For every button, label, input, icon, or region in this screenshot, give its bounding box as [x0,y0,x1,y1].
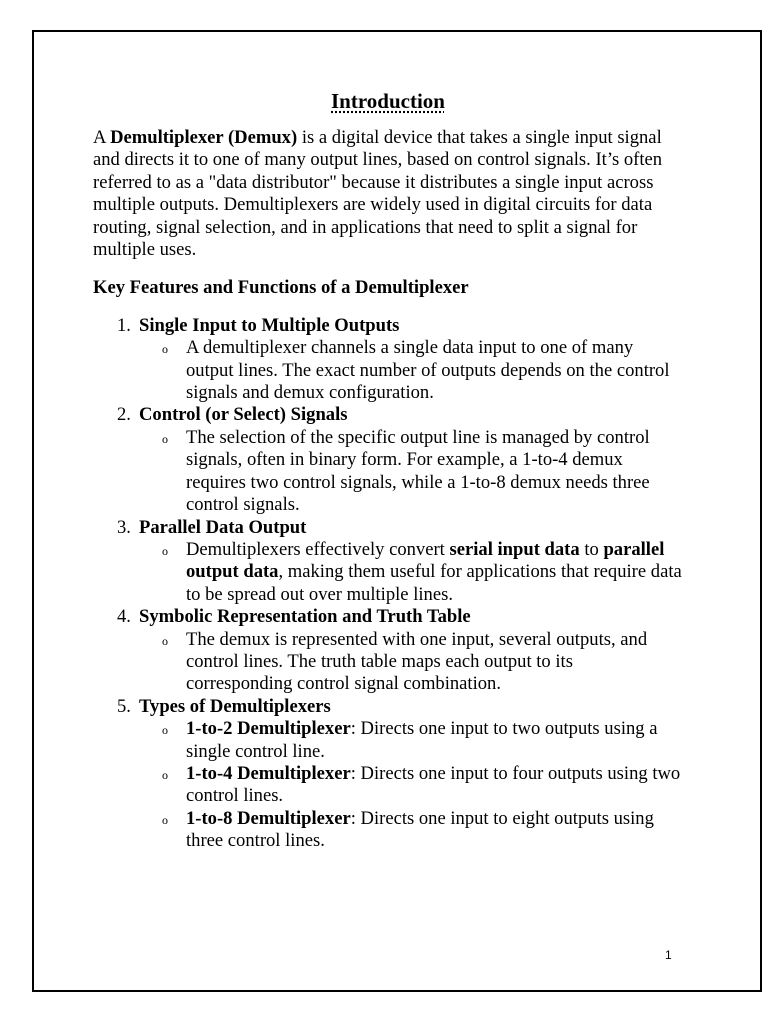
sub-item-bold-term: 1-to-8 Demultiplexer [186,807,351,829]
feature-sublist [139,539,683,606]
intro-text: is a digital device that takes a single input signal and directs it to one of many output lines, based on control signals. It’s often referred to as a "data distributor" because it distributes a single input across multiple outputs. Demultiplexers are widely used in digital circuits for data routing, signal selection, and in applications that need to split a signal for multiple uses. [93,127,663,261]
sub-item [139,539,683,606]
sub-item-text: The demux is represented with one input, several outputs, and control lines. The truth table maps each output to its corresponding control signal combination. [186,628,648,695]
sub-item-text-part: Demultiplexers effectively convert [186,538,450,560]
sub-item [139,427,683,517]
bullet-icon: o [162,633,168,648]
sub-item-bold-term: 1-to-4 Demultiplexer [186,762,351,784]
sub-item-bold-term: parallel output data [186,538,665,583]
feature-number: 2. [117,404,131,426]
sub-item [139,763,683,808]
page-title: Introduction [331,89,445,113]
feature-title: Parallel Data Output [139,516,307,538]
feature-number: 3. [117,516,131,538]
section-heading: Key Features and Functions of a Demultiplexer [93,277,469,299]
sub-item [139,718,683,763]
intro-term: Demultiplexer (Demux) [110,127,298,148]
feature-sublist [139,718,683,852]
sub-item-text-part: , making them useful for applications that require data to be spread out over multiple lines. [186,561,682,605]
feature-item-3 [93,517,683,607]
sub-item [139,629,683,696]
feature-sublist [139,427,683,517]
feature-number: 1. [117,314,131,336]
bullet-icon: o [162,723,168,738]
sub-item [139,808,683,853]
features-list [93,315,683,853]
sub-item-text: : Directs one input to four outputs using two control lines. [186,762,681,807]
feature-title: Control (or Select) Signals [139,404,348,426]
sub-item-text: A demultiplexer channels a single data input to one of many output lines. The exact number of outputs depends on the control signals and demux configuration. [186,337,670,404]
sub-item-text [186,539,682,605]
sub-item-bold-term: 1-to-2 Demultiplexer [186,718,351,740]
feature-item-5 [93,696,683,853]
bullet-icon: o [162,543,168,558]
sub-item-bold-term: serial input data [449,538,580,560]
page-number: 1 [665,948,672,962]
bullet-icon: o [162,431,168,446]
feature-title: Symbolic Representation and Truth Table [139,606,471,628]
feature-sublist [139,337,683,404]
bullet-icon: o [162,812,168,827]
bullet-icon: o [162,342,168,357]
feature-title: Single Input to Multiple Outputs [139,314,400,336]
feature-number: 4. [117,606,131,628]
intro-prefix: A [93,127,111,148]
document-body [93,86,683,853]
feature-item-2 [93,404,683,516]
sub-item-text: The selection of the specific output line is managed by control signals, often in binary form. For example, a 1-to-4 demux requires two control signals, while a 1-to-8 demux needs three control signals. [186,426,650,516]
feature-sublist [139,629,683,696]
sub-item-text: : Directs one input to eight outputs using three control lines. [186,807,654,852]
feature-number: 5. [117,695,131,717]
feature-item-1 [93,315,683,405]
sub-item-text: : Directs one input to two outputs using a single control line. [186,718,658,762]
feature-title: Types of Demultiplexers [139,695,331,717]
sub-item-text-part: to [579,538,604,560]
sub-item [139,337,683,404]
feature-item-4 [93,606,683,696]
intro-paragraph [93,127,678,261]
bullet-icon: o [162,767,168,782]
